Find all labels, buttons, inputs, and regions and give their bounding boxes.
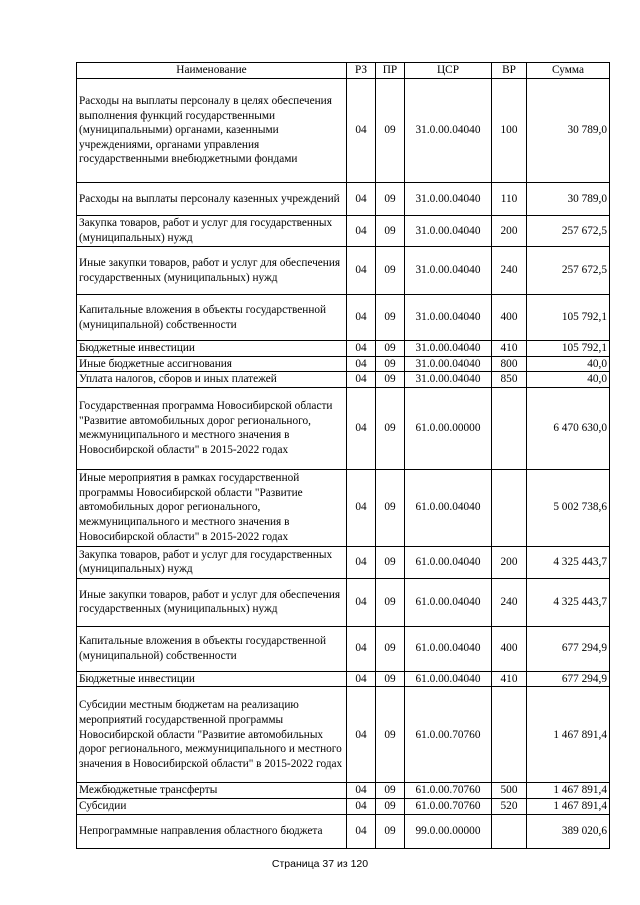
cell-vr: [492, 687, 527, 783]
cell-csr: 99.0.00.00000: [405, 814, 492, 848]
cell-vr: 240: [492, 247, 527, 295]
cell-pr: 09: [376, 79, 405, 183]
cell-csr: 61.0.00.04040: [405, 626, 492, 671]
cell-name: Расходы на выплаты персоналу казенных учреждений: [77, 183, 347, 216]
cell-rz: 04: [347, 798, 376, 814]
table-row: [77, 798, 610, 814]
cell-name: Уплата налогов, сборов и иных платежей: [77, 372, 347, 388]
cell-name: Закупка товаров, работ и услуг для государственных (муниципальных) нужд: [77, 546, 347, 578]
cell-name: Межбюджетные трансферты: [77, 783, 347, 799]
cell-csr: 61.0.00.04040: [405, 546, 492, 578]
cell-pr: 09: [376, 578, 405, 626]
cell-name: Расходы на выплаты персоналу в целях обеспечения выполнения функций государственными (муниципальными) органами, казенными учреждениями, органами управления государственными внебюджетными фондами: [77, 79, 347, 183]
cell-csr: 61.0.00.70760: [405, 798, 492, 814]
cell-sum: 30 789,0: [527, 183, 610, 216]
cell-sum: 105 792,1: [527, 341, 610, 357]
cell-csr: 31.0.00.04040: [405, 295, 492, 341]
cell-rz: 04: [347, 183, 376, 216]
cell-csr: 61.0.00.70760: [405, 783, 492, 799]
cell-csr: 61.0.00.04040: [405, 469, 492, 546]
cell-pr: 09: [376, 183, 405, 216]
table-row: [77, 216, 610, 247]
cell-pr: 09: [376, 356, 405, 372]
cell-vr: [492, 469, 527, 546]
cell-name: Закупка товаров, работ и услуг для государственных (муниципальных) нужд: [77, 216, 347, 247]
cell-name: Капитальные вложения в объекты государственной (муниципальной) собственности: [77, 295, 347, 341]
cell-rz: 04: [347, 626, 376, 671]
table-row: [77, 387, 610, 469]
cell-csr: 61.0.00.04040: [405, 671, 492, 687]
table-row: [77, 247, 610, 295]
cell-name: Иные бюджетные ассигнования: [77, 356, 347, 372]
cell-sum: 4 325 443,7: [527, 546, 610, 578]
cell-pr: 09: [376, 798, 405, 814]
cell-vr: 200: [492, 546, 527, 578]
cell-csr: 31.0.00.04040: [405, 183, 492, 216]
cell-pr: 09: [376, 247, 405, 295]
cell-vr: 410: [492, 341, 527, 357]
header-sum: Сумма: [527, 63, 610, 79]
cell-pr: 09: [376, 546, 405, 578]
cell-name: Иные закупки товаров, работ и услуг для обеспечения государственных (муниципальных) нужд: [77, 247, 347, 295]
cell-sum: 6 470 630,0: [527, 387, 610, 469]
cell-rz: 04: [347, 356, 376, 372]
table-row: [77, 626, 610, 671]
cell-pr: 09: [376, 216, 405, 247]
cell-pr: 09: [376, 671, 405, 687]
table-row: [77, 469, 610, 546]
cell-rz: 04: [347, 469, 376, 546]
page-number: Страница 37 из 120: [271, 858, 369, 870]
cell-rz: 04: [347, 79, 376, 183]
cell-sum: 1 467 891,4: [527, 687, 610, 783]
cell-sum: 40,0: [527, 372, 610, 388]
cell-sum: 5 002 738,6: [527, 469, 610, 546]
cell-csr: 31.0.00.04040: [405, 216, 492, 247]
header-rz: РЗ: [347, 63, 376, 79]
table-row: [77, 372, 610, 388]
cell-pr: 09: [376, 341, 405, 357]
cell-pr: 09: [376, 387, 405, 469]
cell-name: Непрограммные направления областного бюджета: [77, 814, 347, 848]
cell-csr: 61.0.00.04040: [405, 578, 492, 626]
header-name: Наименование: [77, 63, 347, 79]
cell-csr: 31.0.00.04040: [405, 79, 492, 183]
cell-vr: 850: [492, 372, 527, 388]
cell-rz: 04: [347, 687, 376, 783]
cell-sum: 40,0: [527, 356, 610, 372]
cell-name: Иные мероприятия в рамках государственной программы Новосибирской области "Развитие автомобильных дорог регионального, межмуниципального и местного значения в Новосибирской области" в 2015-2022 годах: [77, 469, 347, 546]
cell-rz: 04: [347, 546, 376, 578]
cell-vr: 100: [492, 79, 527, 183]
cell-csr: 61.0.00.00000: [405, 387, 492, 469]
cell-vr: 240: [492, 578, 527, 626]
header-csr: ЦСР: [405, 63, 492, 79]
cell-sum: 389 020,6: [527, 814, 610, 848]
table-header-row: [77, 63, 610, 79]
cell-sum: 257 672,5: [527, 216, 610, 247]
table-row: [77, 79, 610, 183]
cell-sum: 1 467 891,4: [527, 798, 610, 814]
cell-vr: 400: [492, 295, 527, 341]
cell-name: Иные закупки товаров, работ и услуг для обеспечения государственных (муниципальных) нужд: [77, 578, 347, 626]
cell-vr: 110: [492, 183, 527, 216]
cell-csr: 31.0.00.04040: [405, 247, 492, 295]
cell-rz: 04: [347, 814, 376, 848]
table-row: [77, 783, 610, 799]
cell-pr: 09: [376, 814, 405, 848]
cell-sum: 677 294,9: [527, 671, 610, 687]
table-row: [77, 578, 610, 626]
table-row: [77, 814, 610, 848]
cell-pr: 09: [376, 295, 405, 341]
cell-sum: 257 672,5: [527, 247, 610, 295]
cell-rz: 04: [347, 671, 376, 687]
cell-name: Государственная программа Новосибирской области "Развитие автомобильных дорог регионального, межмуниципального и местного значения в Новосибирской области" в 2015-2022 годах: [77, 387, 347, 469]
cell-name: Субсидии местным бюджетам на реализацию мероприятий государственной программы Новосибирской области "Развитие автомобильных дорог регионального, межмуниципального и местного значения в Новосибирской области" в 2015-2022 годах: [77, 687, 347, 783]
cell-pr: 09: [376, 372, 405, 388]
header-vr: ВР: [492, 63, 527, 79]
cell-vr: 410: [492, 671, 527, 687]
cell-rz: 04: [347, 295, 376, 341]
table-row: [77, 295, 610, 341]
table-row: [77, 356, 610, 372]
table-row: [77, 687, 610, 783]
cell-csr: 31.0.00.04040: [405, 341, 492, 357]
cell-vr: [492, 814, 527, 848]
cell-vr: 800: [492, 356, 527, 372]
cell-rz: 04: [347, 216, 376, 247]
cell-rz: 04: [347, 387, 376, 469]
cell-name: Капитальные вложения в объекты государственной (муниципальной) собственности: [77, 626, 347, 671]
cell-csr: 31.0.00.04040: [405, 356, 492, 372]
cell-rz: 04: [347, 247, 376, 295]
cell-sum: 105 792,1: [527, 295, 610, 341]
cell-pr: 09: [376, 687, 405, 783]
cell-csr: 31.0.00.04040: [405, 372, 492, 388]
table-row: [77, 546, 610, 578]
header-pr: ПР: [376, 63, 405, 79]
cell-name: Субсидии: [77, 798, 347, 814]
cell-name: Бюджетные инвестиции: [77, 671, 347, 687]
cell-sum: 4 325 443,7: [527, 578, 610, 626]
cell-vr: 400: [492, 626, 527, 671]
cell-pr: 09: [376, 626, 405, 671]
table-row: [77, 671, 610, 687]
cell-pr: 09: [376, 469, 405, 546]
cell-csr: 61.0.00.70760: [405, 687, 492, 783]
budget-table: [76, 62, 610, 849]
cell-rz: 04: [347, 783, 376, 799]
cell-name: Бюджетные инвестиции: [77, 341, 347, 357]
cell-vr: 500: [492, 783, 527, 799]
cell-rz: 04: [347, 372, 376, 388]
cell-sum: 677 294,9: [527, 626, 610, 671]
table-row: [77, 341, 610, 357]
cell-pr: 09: [376, 783, 405, 799]
cell-vr: 200: [492, 216, 527, 247]
table-row: [77, 183, 610, 216]
cell-vr: [492, 387, 527, 469]
cell-rz: 04: [347, 341, 376, 357]
cell-sum: 1 467 891,4: [527, 783, 610, 799]
cell-vr: 520: [492, 798, 527, 814]
cell-sum: 30 789,0: [527, 79, 610, 183]
cell-rz: 04: [347, 578, 376, 626]
